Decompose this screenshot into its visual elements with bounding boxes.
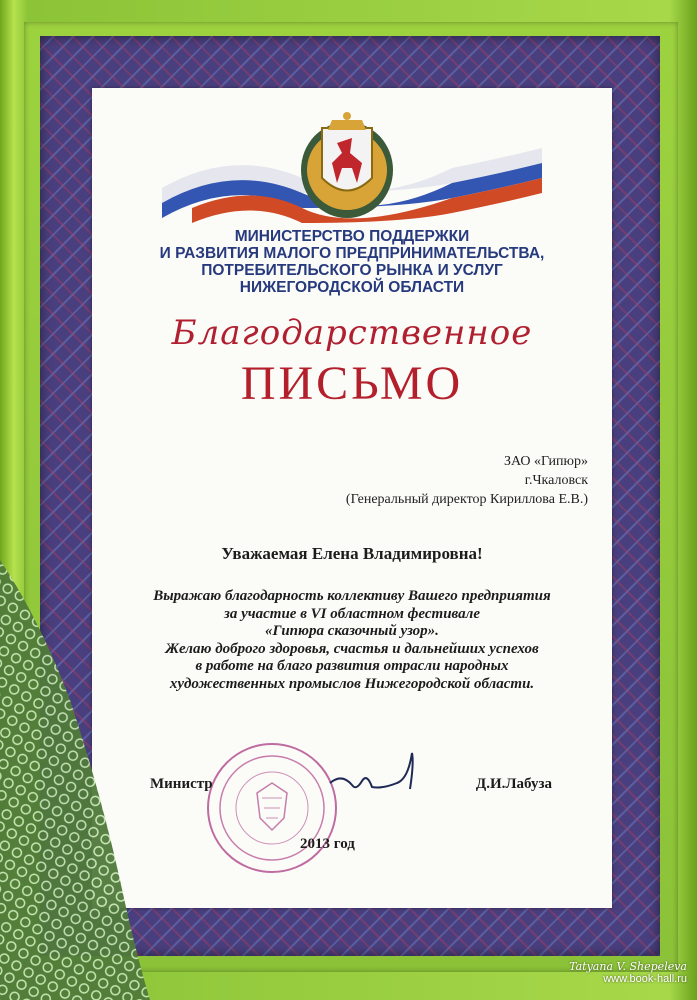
signatory-name: Д.И.Лабуза bbox=[475, 776, 552, 792]
recipient-company: ЗАО «Гипюр» bbox=[503, 454, 588, 469]
ministry-heading bbox=[102, 228, 602, 296]
recipient-city: г.Чкаловск bbox=[524, 473, 588, 488]
body-line: в работе на благо развития отрасли народных bbox=[195, 658, 509, 674]
watermark-author: Tatyana V. Shepeleva bbox=[569, 960, 687, 973]
flag-ribbon-emblem bbox=[152, 108, 552, 228]
title-main: ПИСЬМО bbox=[240, 357, 464, 410]
green-lace-fabric bbox=[0, 560, 150, 1000]
coat-of-arms-icon bbox=[301, 112, 393, 218]
letter-year: 2013 год bbox=[300, 836, 355, 852]
recipient-address bbox=[346, 452, 588, 509]
signatory-title: Министр bbox=[150, 776, 213, 792]
body-line: «Гипюра сказочный узор». bbox=[265, 623, 439, 639]
body-line: за участие в VI областном фестивале bbox=[224, 605, 480, 622]
certificate-paper bbox=[92, 88, 612, 908]
ministry-line: И РАЗВИТИЯ МАЛОГО ПРЕДПРИНИМАТЕЛЬСТВА, bbox=[159, 245, 545, 262]
body-line: художественных промыслов Нижегородской области. bbox=[169, 675, 535, 692]
title-script: Благодарственное bbox=[171, 313, 533, 353]
body-line: Желаю доброго здоровья, счастья и дальнейших успехов bbox=[165, 640, 539, 657]
ministry-line: МИНИСТЕРСТВО ПОДДЕРЖКИ bbox=[234, 228, 470, 245]
handwritten-signature bbox=[322, 743, 432, 803]
recipient-director: (Генеральный директор Кириллова Е.В.) bbox=[345, 492, 588, 507]
greeting: Уважаемая Елена Владимировна! bbox=[221, 544, 483, 563]
photo-watermark bbox=[569, 960, 687, 986]
official-seal-icon bbox=[202, 738, 342, 878]
ministry-line: ПОТРЕБИТЕЛЬСКОГО РЫНКА И УСЛУГ bbox=[201, 262, 503, 279]
ministry-line: НИЖЕГОРОДСКОЙ ОБЛАСТИ bbox=[239, 279, 465, 296]
body-line: Выражаю благодарность коллективу Вашего предприятия bbox=[153, 588, 551, 604]
letter-body bbox=[102, 588, 602, 693]
watermark-site: www.book-hall.ru bbox=[603, 973, 687, 985]
